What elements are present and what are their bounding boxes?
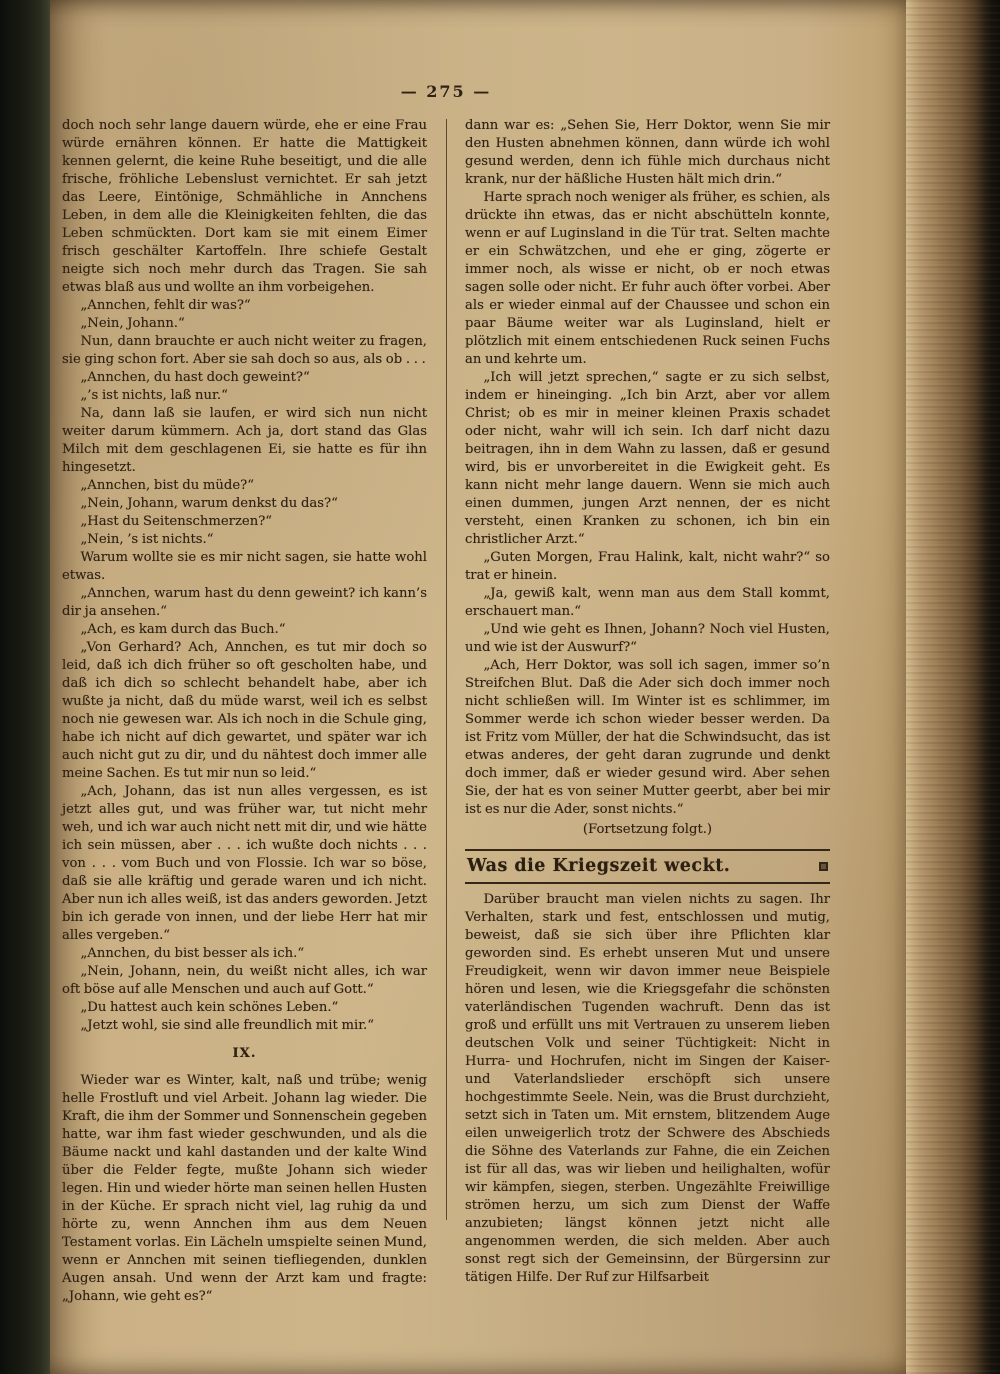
paragraph: Darüber braucht man vielen nichts zu sagen. Ihr Verhalten, stark und fest, entschlossen und mutig, beweist, daß sie sich über ihre Pflichten klar geworden sind. Es erhebt unseren Mut und unsere Freudigkeit, wenn wir davon immer neue Beispiele hören und lesen, wie die Kriegsgefahr die schönsten vaterländischen Tugenden wachruft. Denn das ist groß und erfüllt uns mit Vertrauen zu unserem lieben deutschen Volk und seiner Tüchtigkeit: Nicht in Hurra- und Hochrufen, nicht im Singen der Kaiser- und Vaterlandslieder erschöpft sich unsere hochgestimmte Seele. Nein, was die Brust durchzieht, setzt sich in Taten um. Mit ernstem, blitzendem Auge eilen unweigerlich trotz der Schwere des Abschieds die Söhne des Vaterlands zur Fahne, die ein Zeichen ist für all das, was wir lieben und heilighalten, wofür wir kämpfen, siegen, sterben. Ungezählte Freiwillige strömen herzu, um sich zum Dienst der Waffe anzubieten; längst können jetzt nicht alle angenommen werden, die sich melden. Aber auch sonst regt sich der Gemeinsinn, der Bürgersinn zur tätigen Hilfe. Der Ruf zur Hilfsarbeit [465,892,830,1285]
page-number: — 275 — [400,82,492,101]
paragraph: „Und wie geht es Ihnen, Johann? Noch viel Husten, und wie ist der Auswurf?“ [465,622,830,655]
paragraph: „Nein, ’s ist nichts.“ [80,532,214,547]
book-cover-edge [0,0,52,1374]
page-edge-stack [906,0,1000,1374]
paragraph: „Nein, Johann, nein, du weißt nicht alles, ich war oft böse auf alle Menschen und auch auf Gott.“ [62,964,427,997]
paragraph: Nun, dann brauchte er auch nicht weiter zu fragen, sie ging schon fort. Aber sie sah doch so aus, als ob . . . [62,334,427,367]
text-columns [62,117,830,1306]
paragraph: Na, dann laß sie laufen, er wird sich nun nicht weiter darum kümmern. Ach ja, dort stand das Glas Milch mit dem geschlagenen Ei, sie hatte es für ihn hingesetzt. [62,406,427,475]
column-divider [446,119,447,1220]
paragraph: Wieder war es Winter, kalt, naß und trübe; wenig helle Frostluft und viel Arbeit. Johann lag wieder. Die Kraft, die ihm der Sommer und Sonnenschein gegeben hatte, war ihm fast wieder geschwunden, und als die Bäume nackt und kahl dastanden und der kalte Wind über die Felder fegte, mußte Johann sich wieder legen. Hin und wieder hörte man seinen hellen Husten in der Küche. Er sprach nicht viel, lag ruhig da und hörte zu, wenn Annchen ihm aus dem Neuen Testament vorlas. Ein Lächeln umspielte seinen Mund, wenn er Annchen mit seinen tiefliegenden, dunklen Augen ansah. Und wenn der Arzt kam und fragte: „Johann, wie geht es?“ [62,1073,427,1304]
paragraph: „Ach, es kam durch das Buch.“ [80,622,286,637]
article-title: Was die Kriegszeit weckt. [467,856,731,876]
paragraph: „Ach, Herr Doktor, was soll ich sagen, immer so’n Streifchen Blut. Daß die Ader sich doch immer noch nicht schließen will. Im Winter ist es schlimmer, im Sommer werde ich schon wieder besser werden. Da ist Fritz vom Müller, der hat die Schwindsucht, das ist etwas anderes, der geht daran zugrunde und denkt doch immer, daß er wieder gesund wird. Aber sehen Sie, der hat es von seiner Mutter geerbt, aber bei mir ist es nur die Ader, sonst nichts.“ [465,658,830,817]
article-heading-block [465,849,830,884]
paragraph: „Annchen, du hast doch geweint?“ [80,370,310,385]
paragraph: doch noch sehr lange dauern würde, ehe er eine Frau würde ernähren können. Er hatte die Mattigkeit kennen gelernt, die keine Ruhe beseitigt, und die alle frische, fröhliche Lebenslust vernichtet. Er sah jetzt das Leere, Eintönige, Schmähliche in Annchens Leben, in dem alle die Kleinigkeiten fehlten, die das Leben schmückten. Dort kam sie mit einem Eimer frisch geschälter Kartoffeln. Ihre schiefe Gestalt neigte sich noch mehr durch das Tragen. Sie sah etwas blaß aus und wollte an ihm vorbeigehen. [62,118,427,295]
paragraph: „Jetzt wohl, sie sind alle freundlich mit mir.“ [80,1018,374,1033]
paragraph: „Annchen, bist du müde?“ [80,478,254,493]
paragraph: „Nein, Johann, warum denkst du das?“ [80,496,338,511]
book-page [50,0,906,1374]
left-column [62,117,427,1306]
paragraph: dann war es: „Sehen Sie, Herr Doktor, wenn Sie mir den Husten abnehmen können, dann würde ich wohl gesund werden, denn ich fühle mich durchaus nicht krank, nur der häßliche Husten hält mich drin.“ [465,118,830,187]
page-content [50,0,832,1306]
right-column [465,117,830,1306]
paragraph: Harte sprach noch weniger als früher, es schien, als drückte ihn etwas, das er nicht abschütteln konnte, wenn er auf Luginsland in die Tür trat. Selten machte er ein Schwätzchen, und ehe er ging, zögerte er immer noch, als wisse er nicht, ob er noch etwas sagen solle oder nicht. Er fuhr auch öfter vorbei. Aber als er wieder einmal auf der Chaussee und schon ein paar Bäume weiter war als Luginsland, hielt er plötzlich mit einem entschiedenen Ruck seinen Fuchs an und kehrte um. [465,190,830,367]
paragraph: „Du hattest auch kein schönes Leben.“ [80,1000,339,1015]
paragraph: „Hast du Seitenschmerzen?“ [80,514,273,529]
paragraph: „Nein, Johann.“ [80,316,185,331]
paragraph: „Annchen, warum hast du denn geweint? ich kann’s dir ja ansehen.“ [62,586,427,619]
paragraph: „Ja, gewiß kalt, wenn man aus dem Stall kommt, erschauert man.“ [465,586,830,619]
article-body [465,891,830,1287]
paragraph: Warum wollte sie es mir nicht sagen, sie hatte wohl etwas. [62,550,427,583]
paragraph: „Annchen, fehlt dir was?“ [80,298,251,313]
paragraph: „Guten Morgen, Frau Halink, kalt, nicht wahr?“ so trat er hinein. [465,550,830,583]
paragraph: „Annchen, du bist besser als ich.“ [80,946,305,961]
right-column-story [465,117,830,839]
paragraph: „’s ist nichts, laß nur.“ [80,388,228,403]
paragraph: „Von Gerhard? Ach, Annchen, es tut mir doch so leid, daß ich dich früher so oft gescholten habe, und daß ich dich so schlecht behandelt habe, aber ich wußte ja nicht, daß du müde warst, weil ich es selbst noch nie gewesen war. Als ich noch in die Schule ging, habe ich nicht auf dich gewartet, und später war ich auch nicht gut zu dir, und du nähtest doch immer alle meine Sachen. Es tut mir nun so leid.“ [62,640,427,781]
section-number: IX. [232,1046,257,1061]
square-ornament-icon [819,862,828,871]
paragraph: „Ich will jetzt sprechen,“ sagte er zu sich selbst, indem er hineinging. „Ich bin Arzt, aber vor allem Christ; ob es mir in meiner kleinen Praxis schadet oder nicht, wahr will ich sein. Ich darf nicht dazu beitragen, ihn in dem Wahn zu lassen, daß er gesund wird, bis er unvorbereitet in die Ewigkeit geht. Es kann nicht mehr lange dauern. Wenn sie mich auch einen dummen, jungen Arzt nennen, der es nicht versteht, einen Kranken zu schonen, ich bin ein christlicher Arzt.“ [465,370,830,547]
continuation-note: (Fortsetzung folgt.) [582,822,713,837]
paragraph: „Ach, Johann, das ist nun alles vergessen, es ist jetzt alles gut, und was früher war, tut nicht mehr weh, und ich war auch nicht nett mit dir, und wie hätte ich sein müssen, aber . . . ich wußte doch nichts . . . von . . . vom Buch und von Flossie. Ich war so böse, daß sie alle kräftig und gerade waren und ich nicht. Aber nun ich alles weiß, ist das anders geworden. Jetzt bin ich gerade von innen, und der liebe Herr hat mir alles vergeben.“ [62,784,427,943]
